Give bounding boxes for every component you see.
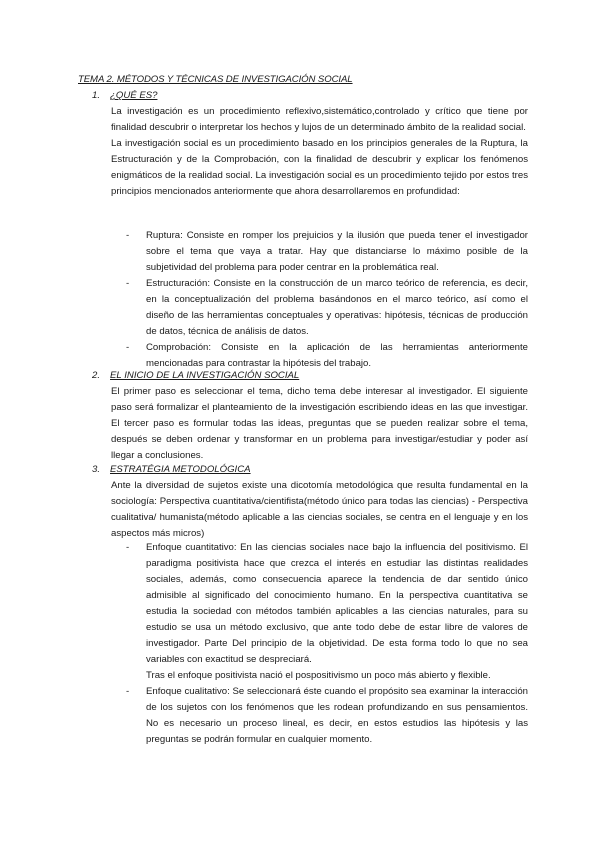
section-3-heading: [92, 462, 251, 478]
list-item: [126, 540, 528, 684]
paragraph: Ante la diversidad de sujetos existe una dicotomía metodológica que resulta fundamental en la sociología: Perspectiva cuantitativa/cientifista(método único para todas las ciencias) - Perspectiva cualitativa/ humanista(método aplicable a las ciencias sociales, se centra en el lenguaje y en los aspectos más micros): [111, 480, 528, 539]
section-2-body: [111, 384, 528, 464]
section-3-number: 3.: [92, 464, 101, 475]
list-item-text: Comprobación: Consiste en la aplicación de las herramientas anteriormente mencionadas para contrastar la hipótesis del trabajo.: [146, 342, 528, 369]
list-item: [126, 228, 528, 276]
section-3-title: ESTRATÉGIA METODOLÓGICA: [110, 464, 251, 475]
section-1-body: [111, 104, 528, 200]
document-title: TEMA 2. MÉTODOS Y TÉCNICAS DE INVESTIGACIÓN SOCIAL: [78, 74, 353, 85]
list-item: [126, 684, 528, 748]
list-item-text: Estructuración: Consiste en la construcción de un marco teórico de referencia, es decir, en la conceptualización del problema basándonos en el marco teórico, así como el diseño de las herramientas conceptuales y operativas: hipótesis, técnicas de producción de datos, técnica de análisis de datos.: [146, 278, 528, 337]
list-item-extra-text: Tras el enfoque positivista nació el pospositivismo un poco más abierto y flexible.: [146, 670, 491, 681]
bullet-dash: -: [126, 278, 130, 289]
bullet-dash: -: [126, 542, 130, 553]
list-item: [126, 276, 528, 340]
section-2-heading: [92, 368, 299, 384]
list-item-text: Ruptura: Consiste en romper los prejuicios y la ilusión que pueda tener el investigador sobre el tema que vaya a tratar. Hay que distanciarse lo máximo posible de la subjetividad del problema para poder centrar en la problemática real.: [146, 230, 528, 273]
paragraph: La investigación es un procedimiento reflexivo,sistemático,controlado y crítico que tiene por finalidad descubrir o interpretar los hechos y lujos de un determinado ámbito de la realidad social.: [111, 106, 528, 133]
paragraph: El primer paso es seleccionar el tema, dicho tema debe interesar al investigador. El siguiente paso será formalizar el planteamiento de la investigación escribiendo ideas en las que investigar. El tercer paso es formular todas las ideas, preguntas que se pueden realizar sobre el tema, después se deben ordenar y transformar en un problema para investigar/estudiar y poder así llegar a conclusiones.: [111, 386, 528, 461]
section-2-number: 2.: [92, 370, 101, 381]
bullet-dash: -: [126, 342, 130, 353]
list-item-text: Enfoque cuantitativo: En las ciencias sociales nace bajo la influencia del positivismo. El paradigma positivista hace que crezca el interés en estudiar las distintas realidades sociales, además, como consecuencia aparece la tendencia de dar sentido único admisible al significado del conocimiento humano. En la perspectiva cuantitativa se estudia la sociedad con métodos también aplicables a las ciencias naturales, para su estudio se usa un método exclusivo, que ante todo debe de estar libre de valores de investigador. Parte Del principio de la objetividad. De esta forma todo lo que no sea variables con exactitud se despreciará.: [146, 542, 528, 665]
paragraph: La investigación social es un procedimiento basado en los principios generales de la Ruptura, la Estructuración y de la Comprobación, con la finalidad de descubrir y explicar los fenómenos enigmáticos de la realidad social. La investigación social es un procedimiento tejido por estos tres principios mencionados anteriormente que ahora desarrollaremos en profundidad:: [111, 138, 528, 197]
section-1-bullet-list: [126, 228, 528, 372]
section-1-heading: [92, 88, 157, 104]
section-1-number: 1.: [92, 90, 101, 101]
section-3-bullet-list: [126, 540, 528, 748]
bullet-dash: -: [126, 686, 130, 697]
list-item-text: Enfoque cualitativo: Se seleccionará éste cuando el propósito sea examinar la interacción de los sujetos con los fenómenos que les rodean profundizando en sus pensamientos. No es necesario un proceso lineal, es decir, en estos estudios las hipótesis y las preguntas se podrán formular en cualquier momento.: [146, 686, 528, 745]
section-1-title: ¿QUÉ ES?: [110, 90, 158, 101]
section-2-title: EL INICIO DE LA INVESTIGACIÓN SOCIAL: [110, 370, 300, 381]
section-3-body: [111, 478, 528, 542]
bullet-dash: -: [126, 230, 130, 241]
